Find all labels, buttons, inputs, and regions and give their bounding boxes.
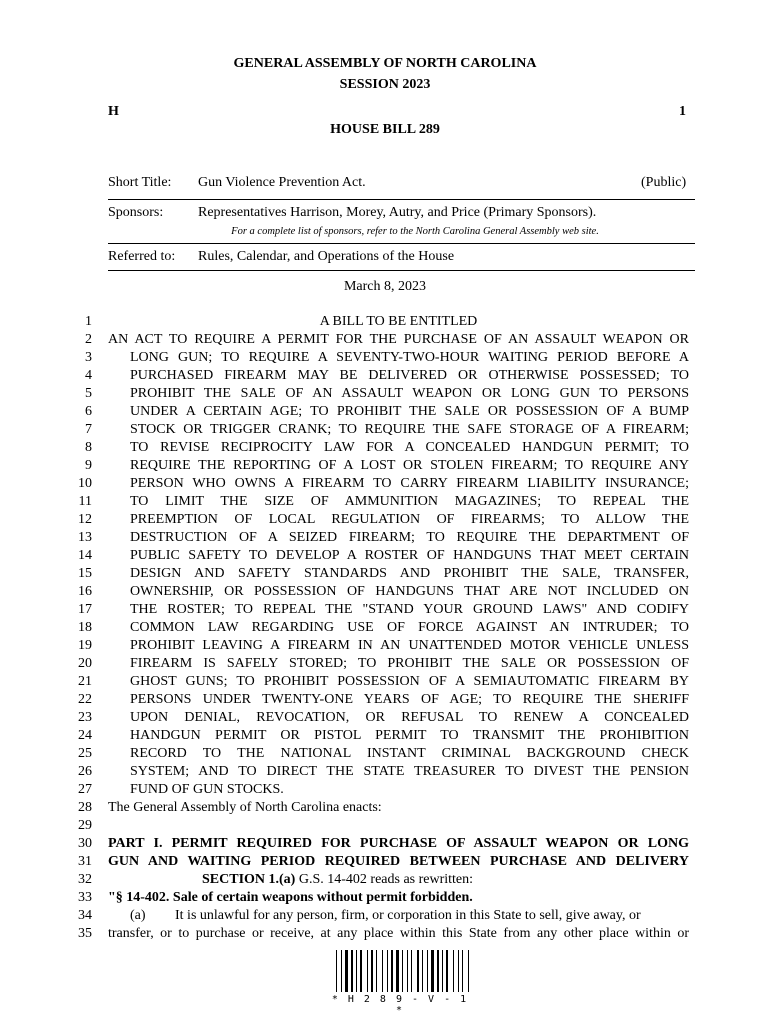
session-title: SESSION 2023	[339, 77, 431, 92]
line-number: 19	[78, 638, 92, 653]
bill-title-line: PROHIBIT THE SALE OF AN ASSAULT WEAPON OR LONG GUN TO PERSONS	[130, 386, 689, 401]
line-number: 30	[78, 836, 92, 851]
barcode-bar	[345, 950, 348, 992]
statute-heading: "§ 14-402. Sale of certain weapons without permit forbidden.	[108, 890, 473, 905]
bill-title-line: FIREARM IS SAFELY STORED; TO PROHIBIT THE SALE OR POSSESSION OF	[130, 656, 689, 671]
bill-title-line: SYSTEM; AND TO DIRECT THE STATE TREASURER TO DIVEST THE PENSION	[130, 764, 689, 779]
edition-number: 1	[679, 104, 686, 119]
line-number: 6	[85, 404, 92, 419]
part-heading: PART I. PERMIT REQUIRED FOR PURCHASE OF ASSAULT WEAPON OR LONG	[108, 836, 689, 851]
sponsors-note: For a complete list of sponsors, refer to the North Carolina General Assembly web site.	[231, 226, 599, 237]
subsection-label: (a)	[130, 908, 146, 923]
line-number: 3	[85, 350, 92, 365]
statute-text: transfer, or to purchase or receive, at any place within this State from any other place within or	[108, 926, 689, 941]
bill-title-line: THE ROSTER; TO REPEAL THE "STAND YOUR GROUND LAWS" AND CODIFY	[130, 602, 689, 617]
line-number: 31	[78, 854, 92, 869]
line-number: 18	[78, 620, 92, 635]
barcode-bar	[376, 950, 377, 992]
line-number: 29	[78, 818, 92, 833]
short-title: Gun Violence Prevention Act.	[198, 175, 366, 190]
line-number: 9	[85, 458, 92, 473]
bill-title-line: TO REVISE RECIPROCITY LAW FOR A CONCEALED HANDGUN PERMIT; TO	[130, 440, 689, 455]
barcode-bar	[341, 950, 342, 992]
barcode-bar	[382, 950, 383, 992]
section-text: G.S. 14-402 reads as rewritten:	[295, 872, 474, 887]
line-number: 25	[78, 746, 92, 761]
bill-title-line: PUBLIC SAFETY TO DEVELOP A ROSTER OF HANDGUNS THAT MEET CERTAIN	[130, 548, 689, 563]
line-number: 21	[78, 674, 92, 689]
line-number: 12	[78, 512, 92, 527]
divider	[108, 243, 695, 244]
barcode-bar	[411, 950, 412, 992]
bill-title-line: PURCHASED FIREARM MAY BE DELIVERED OR OTHERWISE POSSESSED; TO	[130, 368, 689, 383]
line-number: 35	[78, 926, 92, 941]
assembly-title: GENERAL ASSEMBLY OF NORTH CAROLINA	[233, 56, 537, 71]
barcode-bar	[367, 950, 368, 992]
short-title-label: Short Title:	[108, 175, 172, 190]
line-number: 1	[85, 314, 92, 329]
line-number: 24	[78, 728, 92, 743]
line-number: 4	[85, 368, 92, 383]
barcode-bar	[396, 950, 399, 992]
sponsors: Representatives Harrison, Morey, Autry, and Price (Primary Sponsors).	[198, 205, 597, 220]
line-number: 26	[78, 764, 92, 779]
barcode-bar	[422, 950, 423, 992]
line-number: 14	[78, 548, 92, 563]
bill-title-line: UPON DENIAL, REVOCATION, OR REFUSAL TO RENEW A CONCEALED	[130, 710, 689, 725]
bill-title-line: DESTRUCTION OF A SEIZED FIREARM; TO REQUIRE THE DEPARTMENT OF	[130, 530, 689, 545]
barcode-bar	[371, 950, 373, 992]
barcode-bar	[468, 950, 469, 992]
bill-title-line: FUND OF GUN STOCKS.	[130, 782, 284, 797]
line-number: 28	[78, 800, 92, 815]
line-number: 20	[78, 656, 92, 671]
line-number: 7	[85, 422, 92, 437]
line-number: 33	[78, 890, 92, 905]
bill-title-line: GHOST GUNS; TO PROHIBIT POSSESSION OF A SEMIAUTOMATIC FIREARM BY	[130, 674, 689, 689]
bill-title-line: STOCK OR TRIGGER CRANK; TO REQUIRE THE SAFE STORAGE OF A FIREARM;	[130, 422, 689, 437]
bill-title-line: PROHIBIT LEAVING A FIREARM IN AN UNATTENDED MOTOR VEHICLE UNLESS	[130, 638, 689, 653]
enacting-clause: The General Assembly of North Carolina enacts:	[108, 800, 382, 815]
barcode-bar	[351, 950, 353, 992]
line-number: 34	[78, 908, 92, 923]
barcode-bar	[407, 950, 408, 992]
referred-to: Rules, Calendar, and Operations of the House	[198, 249, 455, 264]
sponsors-label: Sponsors:	[108, 205, 164, 220]
barcode-bar	[391, 950, 393, 992]
barcode-bar	[402, 950, 403, 992]
bill-title-line: OWNERSHIP, OR POSSESSION OF HANDGUNS THAT ARE NOT INCLUDED ON	[130, 584, 689, 599]
barcode-bar	[462, 950, 463, 992]
line-number: 17	[78, 602, 92, 617]
divider	[108, 270, 695, 271]
bill-title-line: HANDGUN PERMIT OR PISTOL PERMIT TO TRANSMIT THE PROHIBITION	[130, 728, 689, 743]
line-number: 23	[78, 710, 92, 725]
line-number: 5	[85, 386, 92, 401]
line-number: 13	[78, 530, 92, 545]
chamber-code: H	[108, 104, 119, 119]
barcode-bar	[446, 950, 448, 992]
bill-title-line: DESIGN AND SAFETY STANDARDS AND PROHIBIT THE SALE, TRANSFER,	[130, 566, 689, 581]
barcode-bar	[360, 950, 362, 992]
barcode-bar	[387, 950, 388, 992]
barcode-bar	[437, 950, 439, 992]
divider	[108, 199, 695, 200]
line-number: 15	[78, 566, 92, 581]
barcode-bar	[453, 950, 454, 992]
bill-title-line: REQUIRE THE REPORTING OF A LOST OR STOLEN FIREARM; TO REQUIRE ANY	[130, 458, 689, 473]
barcode-bar	[336, 950, 337, 992]
part-heading: GUN AND WAITING PERIOD REQUIRED BETWEEN PURCHASE AND DELIVERY	[108, 854, 689, 869]
barcode-text: * H 2 8 9 - V - 1 *	[331, 994, 469, 1016]
referred-label: Referred to:	[108, 249, 176, 264]
section-line	[202, 871, 473, 889]
bill-title-line: COMMON LAW REGARDING USE OF FORCE AGAINST AN INTRUDER; TO	[130, 620, 689, 635]
line-number: 16	[78, 584, 92, 599]
short-title-type: (Public)	[641, 175, 687, 190]
section-label: SECTION 1.(a)	[202, 872, 296, 887]
barcode-bar	[417, 950, 419, 992]
introduced-date: March 8, 2023	[343, 279, 427, 294]
barcode-bar	[427, 950, 428, 992]
line-number: 2	[85, 332, 92, 347]
line-number: 27	[78, 782, 92, 797]
bill-title-line: PERSON WHO OWNS A FIREARM TO CARRY FIREARM LIABILITY INSURANCE;	[130, 476, 689, 491]
line-number: 10	[78, 476, 92, 491]
bill-title-line: RECORD TO THE NATIONAL INSTANT CRIMINAL BACKGROUND CHECK	[130, 746, 689, 761]
line-number: 22	[78, 692, 92, 707]
bill-title-line: AN ACT TO REQUIRE A PERMIT FOR THE PURCHASE OF AN ASSAULT WEAPON OR	[108, 332, 689, 347]
subsection-text: It is unlawful for any person, firm, or corporation in this State to sell, give away, or	[175, 908, 641, 923]
bill-title-line: PERSONS UNDER TWENTY-ONE YEARS OF AGE; TO REQUIRE THE SHERIFF	[130, 692, 689, 707]
bill-title-line: TO LIMIT THE SIZE OF AMMUNITION MAGAZINES; TO REPEAL THE	[130, 494, 689, 509]
bill-title-line: LONG GUN; TO REQUIRE A SEVENTY-TWO-HOUR WAITING PERIOD BEFORE A	[130, 350, 689, 365]
line-number: 8	[85, 440, 92, 455]
line-number: 32	[78, 872, 92, 887]
barcode-bar	[431, 950, 434, 992]
barcode-bar	[458, 950, 459, 992]
barcode-bar	[442, 950, 443, 992]
bill-number: HOUSE BILL 289	[330, 122, 440, 137]
bill-title-line: UNDER A CERTAIN AGE; TO PROHIBIT THE SALE OR POSSESSION OF A BUMP	[130, 404, 689, 419]
bill-heading: A BILL TO BE ENTITLED	[319, 314, 478, 329]
line-number: 11	[78, 494, 92, 509]
bill-title-line: PREEMPTION OF LOCAL REGULATION OF FIREARMS; TO ALLOW THE	[130, 512, 689, 527]
barcode-bar	[356, 950, 357, 992]
